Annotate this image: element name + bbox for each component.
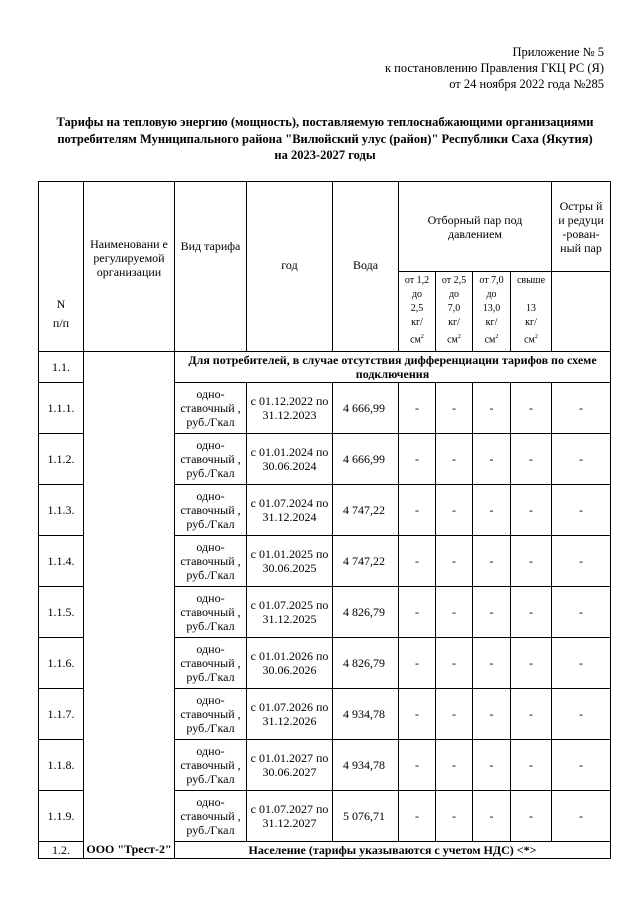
steam-3-unit-cm: [473, 330, 510, 347]
steam-2-sup: 2: [457, 334, 461, 340]
section-num: 1.2.: [39, 842, 84, 859]
title-line-3: на 2023-2027 годы: [274, 148, 376, 162]
row-water: 5 076,71: [333, 791, 399, 842]
steam-3-cm: см: [484, 334, 496, 346]
steam-1-sup: 2: [420, 334, 424, 340]
row-steam-2: -: [436, 689, 473, 740]
steam-3-value: 13,0: [482, 303, 501, 314]
row-sharp-steam: -: [552, 689, 611, 740]
row-sharp-steam: -: [552, 587, 611, 638]
steam-3-unit: кг/: [485, 317, 498, 328]
row-num: 1.1.1.: [39, 383, 84, 434]
row-steam-2: -: [436, 791, 473, 842]
row-period: с 01.07.2025 по 31.12.2025: [247, 587, 333, 638]
title-line-1: Тарифы на тепловую энергию (мощность), поставляемую теплоснабжающими организациями: [56, 115, 594, 129]
row-steam-4: -: [511, 689, 552, 740]
row-steam-1: -: [399, 434, 436, 485]
row-water: 4 826,79: [333, 587, 399, 638]
header-steam-4: [511, 272, 552, 352]
row-sharp-steam: -: [552, 485, 611, 536]
row-steam-1: -: [399, 689, 436, 740]
row-steam-1: -: [399, 587, 436, 638]
row-steam-2: -: [436, 434, 473, 485]
row-steam-3: -: [473, 638, 511, 689]
header-n-label: N: [56, 297, 66, 311]
row-num: 1.1.7.: [39, 689, 84, 740]
title-line-2: потребителям Муниципального района "Вилюйский улус (район)" Республики Саха (Якутия): [57, 131, 593, 146]
row-num: 1.1.4.: [39, 536, 84, 587]
row-steam-2: -: [436, 536, 473, 587]
row-water: 4 934,78: [333, 740, 399, 791]
appendix-note: [385, 44, 604, 92]
row-steam-4: -: [511, 791, 552, 842]
row-sharp-steam: -: [552, 383, 611, 434]
tariff-table: [38, 181, 611, 859]
row-steam-4: -: [511, 638, 552, 689]
row-type: одно- ставочный , руб./Гкал: [175, 536, 247, 587]
row-steam-3: -: [473, 791, 511, 842]
row-steam-4: -: [511, 485, 552, 536]
row-num: 1.1.6.: [39, 638, 84, 689]
row-steam-1: -: [399, 383, 436, 434]
row-sharp-steam: -: [552, 434, 611, 485]
steam-4-from: свыше: [516, 275, 546, 286]
row-steam-3: -: [473, 434, 511, 485]
header-year: год: [247, 182, 333, 352]
row-period: с 01.01.2027 по 30.06.2027: [247, 740, 333, 791]
steam-2-unit: кг/: [448, 317, 460, 328]
row-steam-1: -: [399, 485, 436, 536]
steam-1-cm: см: [410, 334, 421, 346]
steam-4-value: 13: [526, 303, 536, 314]
header-sharp-steam-empty: [552, 272, 611, 352]
header-steam-2: [436, 272, 473, 352]
row-water: 4 747,22: [333, 536, 399, 587]
row-period: с 01.01.2025 по 30.06.2025: [247, 536, 333, 587]
row-steam-3: -: [473, 587, 511, 638]
header-tariff-type: Вид тарифа: [175, 182, 247, 352]
row-period: с 01.01.2024 по 30.06.2024: [247, 434, 333, 485]
section-label: Для потребителей, в случае отсутствия дифференциации тарифов по схеме подключения: [175, 352, 611, 383]
row-sharp-steam: -: [552, 791, 611, 842]
section-row: [39, 352, 611, 383]
row-steam-1: -: [399, 740, 436, 791]
row-type: одно- ставочный , руб./Гкал: [175, 383, 247, 434]
header-sharp-steam: Остры й и редуци -рован- ный пар: [552, 182, 611, 272]
steam-2-to: до: [448, 289, 460, 300]
section-num: 1.1.: [39, 352, 84, 383]
row-water: 4 826,79: [333, 638, 399, 689]
row-steam-3: -: [473, 740, 511, 791]
steam-1-value: 2,5: [410, 303, 424, 314]
steam-4-spacer: [511, 288, 551, 302]
steam-1-unit: кг/: [411, 317, 423, 328]
header-steam: Отборный пар под давлением: [399, 182, 552, 272]
row-period: с 01.01.2026 по 30.06.2026: [247, 638, 333, 689]
row-type: одно- ставочный , руб./Гкал: [175, 587, 247, 638]
steam-2-unit-cm: [436, 330, 472, 347]
row-steam-4: -: [511, 587, 552, 638]
row-steam-2: -: [436, 740, 473, 791]
row-water: 4 666,99: [333, 383, 399, 434]
steam-4-cm: см: [524, 334, 535, 346]
row-steam-2: -: [436, 383, 473, 434]
appendix-resolution: к постановлению Правления ГКЦ РС (Я): [384, 61, 604, 75]
row-type: одно- ставочный , руб./Гкал: [175, 740, 247, 791]
row-steam-1: -: [399, 536, 436, 587]
row-type: одно- ставочный , руб./Гкал: [175, 485, 247, 536]
header-pp-label: п/п: [52, 316, 70, 330]
row-water: 4 666,99: [333, 434, 399, 485]
row-steam-3: -: [473, 383, 511, 434]
row-num: 1.1.2.: [39, 434, 84, 485]
row-type: одно- ставочный , руб./Гкал: [175, 689, 247, 740]
row-steam-3: -: [473, 689, 511, 740]
appendix-date: от 24 ноября 2022 года №285: [449, 77, 604, 91]
row-steam-2: -: [436, 587, 473, 638]
row-steam-3: -: [473, 485, 511, 536]
header-n: [39, 182, 84, 352]
row-period: с 01.07.2027 по 31.12.2027: [247, 791, 333, 842]
row-type: одно- ставочный , руб./Гкал: [175, 791, 247, 842]
steam-2-from: от 2,5: [441, 275, 467, 286]
appendix-number: Приложение № 5: [512, 45, 604, 59]
row-sharp-steam: -: [552, 536, 611, 587]
row-num: 1.1.5.: [39, 587, 84, 638]
section-label: Население (тарифы указываются с учетом НДС) <*>: [175, 842, 611, 859]
steam-4-unit: кг/: [525, 317, 537, 328]
row-period: с 01.07.2024 по 31.12.2024: [247, 485, 333, 536]
row-steam-4: -: [511, 383, 552, 434]
header-steam-3: [473, 272, 511, 352]
steam-4-sup: 2: [534, 334, 538, 340]
row-sharp-steam: -: [552, 638, 611, 689]
row-num: 1.1.8.: [39, 740, 84, 791]
row-steam-1: -: [399, 791, 436, 842]
steam-2-value: 7,0: [447, 303, 461, 314]
header-water: Вода: [333, 182, 399, 352]
steam-3-sup: 2: [495, 334, 499, 340]
steam-4-unit-cm: [511, 330, 551, 347]
row-steam-2: -: [436, 485, 473, 536]
steam-1-unit-cm: [399, 330, 435, 347]
header-steam-1: [399, 272, 436, 352]
row-steam-3: -: [473, 536, 511, 587]
row-water: 4 934,78: [333, 689, 399, 740]
row-num: 1.1.3.: [39, 485, 84, 536]
row-num: 1.1.9.: [39, 791, 84, 842]
row-steam-4: -: [511, 740, 552, 791]
row-water: 4 747,22: [333, 485, 399, 536]
steam-1-to: до: [411, 289, 423, 300]
row-type: одно- ставочный , руб./Гкал: [175, 638, 247, 689]
row-steam-1: -: [399, 638, 436, 689]
row-type: одно- ставочный , руб./Гкал: [175, 434, 247, 485]
header-org: Наименовани е регулируемой организации: [84, 182, 175, 352]
row-steam-4: -: [511, 434, 552, 485]
steam-2-cm: см: [447, 334, 458, 346]
org-name: ООО "Трест-2": [84, 352, 175, 859]
row-period: с 01.07.2026 по 31.12.2026: [247, 689, 333, 740]
steam-1-from: от 1,2: [404, 275, 430, 286]
row-steam-2: -: [436, 638, 473, 689]
row-steam-4: -: [511, 536, 552, 587]
steam-3-from: от 7,0: [479, 275, 504, 286]
document-title: [40, 114, 610, 164]
steam-3-to: до: [486, 289, 497, 300]
row-sharp-steam: -: [552, 740, 611, 791]
row-period: с 01.12.2022 по 31.12.2023: [247, 383, 333, 434]
